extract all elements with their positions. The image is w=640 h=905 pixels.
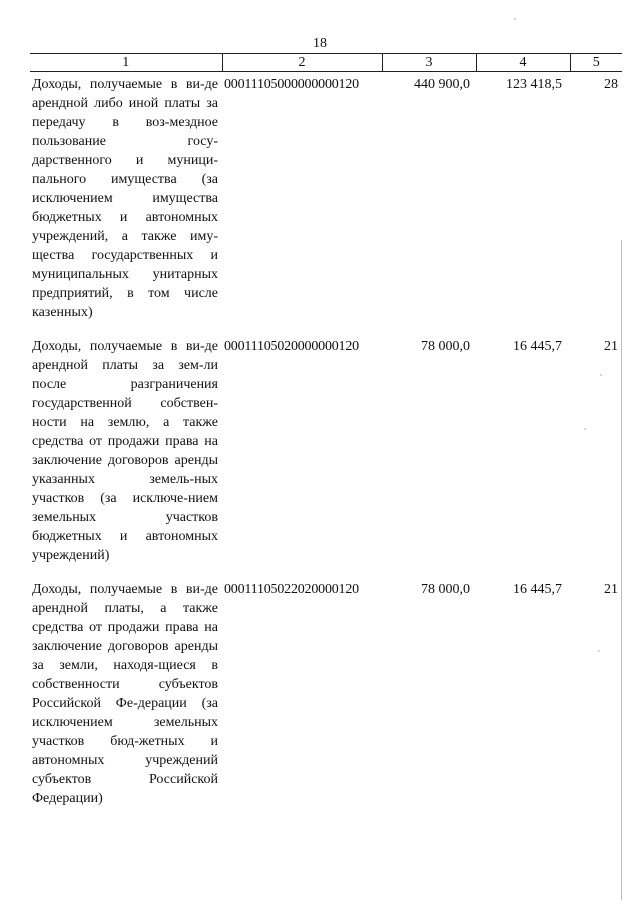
table-row bbox=[30, 334, 622, 577]
column-header-3: 3 bbox=[382, 54, 476, 72]
header-row bbox=[30, 54, 622, 72]
row-percent: 21 bbox=[604, 582, 618, 597]
table-row bbox=[30, 72, 622, 335]
row-actual-value: 123 418,5 bbox=[506, 77, 562, 92]
row-actual-value: 16 445,7 bbox=[513, 339, 562, 354]
column-header-2: 2 bbox=[222, 54, 382, 72]
scan-speck bbox=[514, 18, 516, 20]
row-code: 00011105020000000120 bbox=[224, 339, 359, 354]
row-plan-value: 78 000,0 bbox=[421, 339, 470, 354]
revenue-table bbox=[30, 53, 622, 820]
row-plan-value: 78 000,0 bbox=[421, 582, 470, 597]
column-header-1: 1 bbox=[30, 54, 222, 72]
table-row bbox=[30, 577, 622, 820]
row-description: Доходы, получаемые в ви-де арендной платы за зем-ли после разграничения государственной собствен-ности на землю, а также средства от продажи права на заключение договоров аренды указанных земель-ных участков (за исключе-нием земельных участков бюджетных и автономных учреждений) bbox=[32, 339, 218, 563]
row-code: 00011105000000000120 bbox=[224, 77, 359, 92]
scan-speck bbox=[598, 650, 600, 652]
row-percent: 28 bbox=[604, 77, 618, 92]
scan-speck bbox=[584, 428, 586, 430]
column-header-4: 4 bbox=[476, 54, 570, 72]
table-body bbox=[30, 72, 622, 821]
scan-speck bbox=[600, 374, 602, 376]
row-description: Доходы, получаемые в ви-де арендной платы, а также средства от продажи права на заключение договоров аренды за земли, находя-щиеся в собственности субъектов Российской Фе-дерации (за исключением земельных участков бюд-жетных и автономных учреждений субъектов Российской Федерации) bbox=[32, 582, 218, 806]
row-percent: 21 bbox=[604, 339, 618, 354]
column-header-5: 5 bbox=[570, 54, 622, 72]
page-number: 18 bbox=[313, 36, 327, 51]
scan-edge-line bbox=[621, 240, 622, 900]
row-description: Доходы, получаемые в ви-де арендной либо иной платы за передачу в воз-мездное пользование госу-дарственного и муници-пального имущества (за исключением имущества бюджетных и автономных учреждений, а также иму-щества государственных и муниципальных унитарных предприятий, в том числе казенных) bbox=[32, 77, 218, 320]
table-header bbox=[30, 54, 622, 72]
row-code: 00011105022020000120 bbox=[224, 582, 359, 597]
row-actual-value: 16 445,7 bbox=[513, 582, 562, 597]
row-plan-value: 440 900,0 bbox=[414, 77, 470, 92]
